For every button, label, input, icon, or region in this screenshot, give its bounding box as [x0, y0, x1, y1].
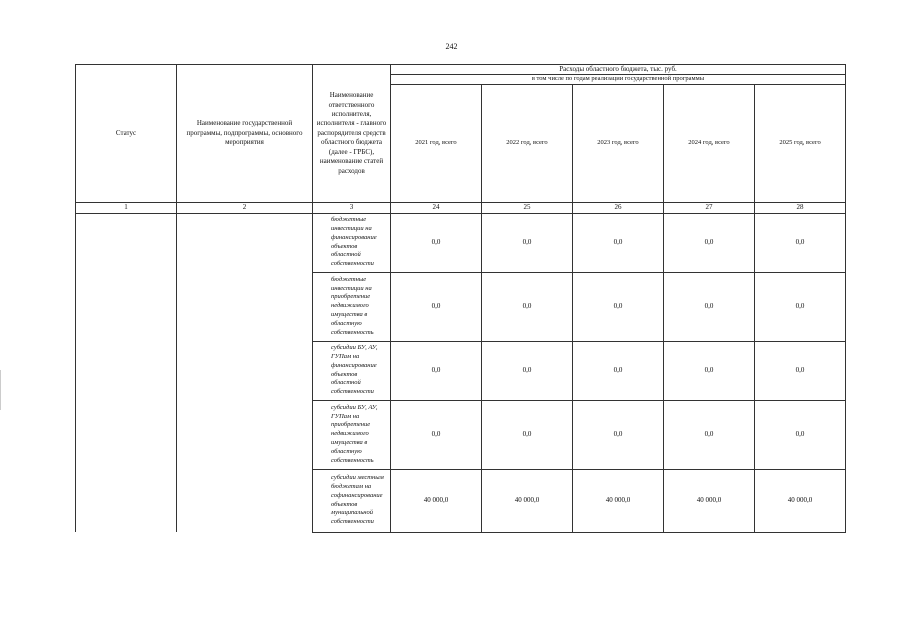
- column-number: 28: [755, 203, 846, 213]
- budget-table: [75, 64, 846, 533]
- value-cell: 0,0: [755, 272, 846, 341]
- value-cell: 0,0: [482, 341, 573, 400]
- header-budget-title: Расходы областного бюджета, тыс. руб.: [391, 65, 846, 75]
- column-number: 1: [76, 203, 177, 213]
- value-cell: 40 000,0: [482, 469, 573, 532]
- column-number: 24: [391, 203, 482, 213]
- status-cell: [76, 213, 177, 532]
- value-cell: 0,0: [573, 341, 664, 400]
- header-by-years: в том числе по годам реализации государственной программы: [391, 75, 846, 85]
- column-number-row: [76, 203, 846, 213]
- column-number: 2: [177, 203, 313, 213]
- header-status: Статус: [76, 65, 177, 203]
- column-number: 25: [482, 203, 573, 213]
- header-year: 2025 год, всего: [755, 85, 846, 203]
- expense-item: бюджетные инвестиции на приобретение недвижимого имущества в областную собственность: [313, 272, 391, 341]
- value-cell: 0,0: [573, 272, 664, 341]
- column-number: 26: [573, 203, 664, 213]
- expense-item: бюджетные инвестиции на финансирование объектов областной собственности: [313, 213, 391, 272]
- value-cell: 0,0: [391, 400, 482, 469]
- header-year: 2024 год, всего: [664, 85, 755, 203]
- value-cell: 0,0: [755, 400, 846, 469]
- value-cell: 0,0: [482, 213, 573, 272]
- value-cell: 40 000,0: [755, 469, 846, 532]
- expense-item: субсидии БУ, АУ, ГУПам на финансирование объектов областной собственности: [313, 341, 391, 400]
- value-cell: 0,0: [664, 400, 755, 469]
- header-executor: Наименование ответственного исполнителя, исполнителя - главного распорядителя средств областного бюджета (далее - ГРБС), наименование статей расходов: [313, 65, 391, 203]
- page-number: 242: [445, 42, 458, 51]
- scan-edge-mark: [0, 370, 3, 410]
- value-cell: 0,0: [391, 213, 482, 272]
- value-cell: 0,0: [755, 213, 846, 272]
- program-name-cell: [177, 213, 313, 532]
- value-cell: 0,0: [755, 341, 846, 400]
- value-cell: 0,0: [664, 341, 755, 400]
- value-cell: 0,0: [391, 341, 482, 400]
- table-row: [76, 213, 846, 272]
- column-number: 3: [313, 203, 391, 213]
- header-program-name: Наименование государственной программы, подпрограммы, основного мероприятия: [177, 65, 313, 203]
- value-cell: 0,0: [482, 400, 573, 469]
- value-cell: 0,0: [664, 272, 755, 341]
- expense-item: субсидии БУ, АУ, ГУПам на приобретение недвижимого имущества в областную собственность: [313, 400, 391, 469]
- value-cell: 0,0: [391, 272, 482, 341]
- header-year: 2021 год, всего: [391, 85, 482, 203]
- header-year: 2022 год, всего: [482, 85, 573, 203]
- value-cell: 0,0: [482, 272, 573, 341]
- value-cell: 40 000,0: [664, 469, 755, 532]
- value-cell: 40 000,0: [573, 469, 664, 532]
- value-cell: 0,0: [573, 213, 664, 272]
- value-cell: 0,0: [664, 213, 755, 272]
- column-number: 27: [664, 203, 755, 213]
- value-cell: 0,0: [573, 400, 664, 469]
- expense-item: субсидии местным бюджетам на софинансирование объектов муниципальной собственности: [313, 469, 391, 532]
- header-year: 2023 год, всего: [573, 85, 664, 203]
- value-cell: 40 000,0: [391, 469, 482, 532]
